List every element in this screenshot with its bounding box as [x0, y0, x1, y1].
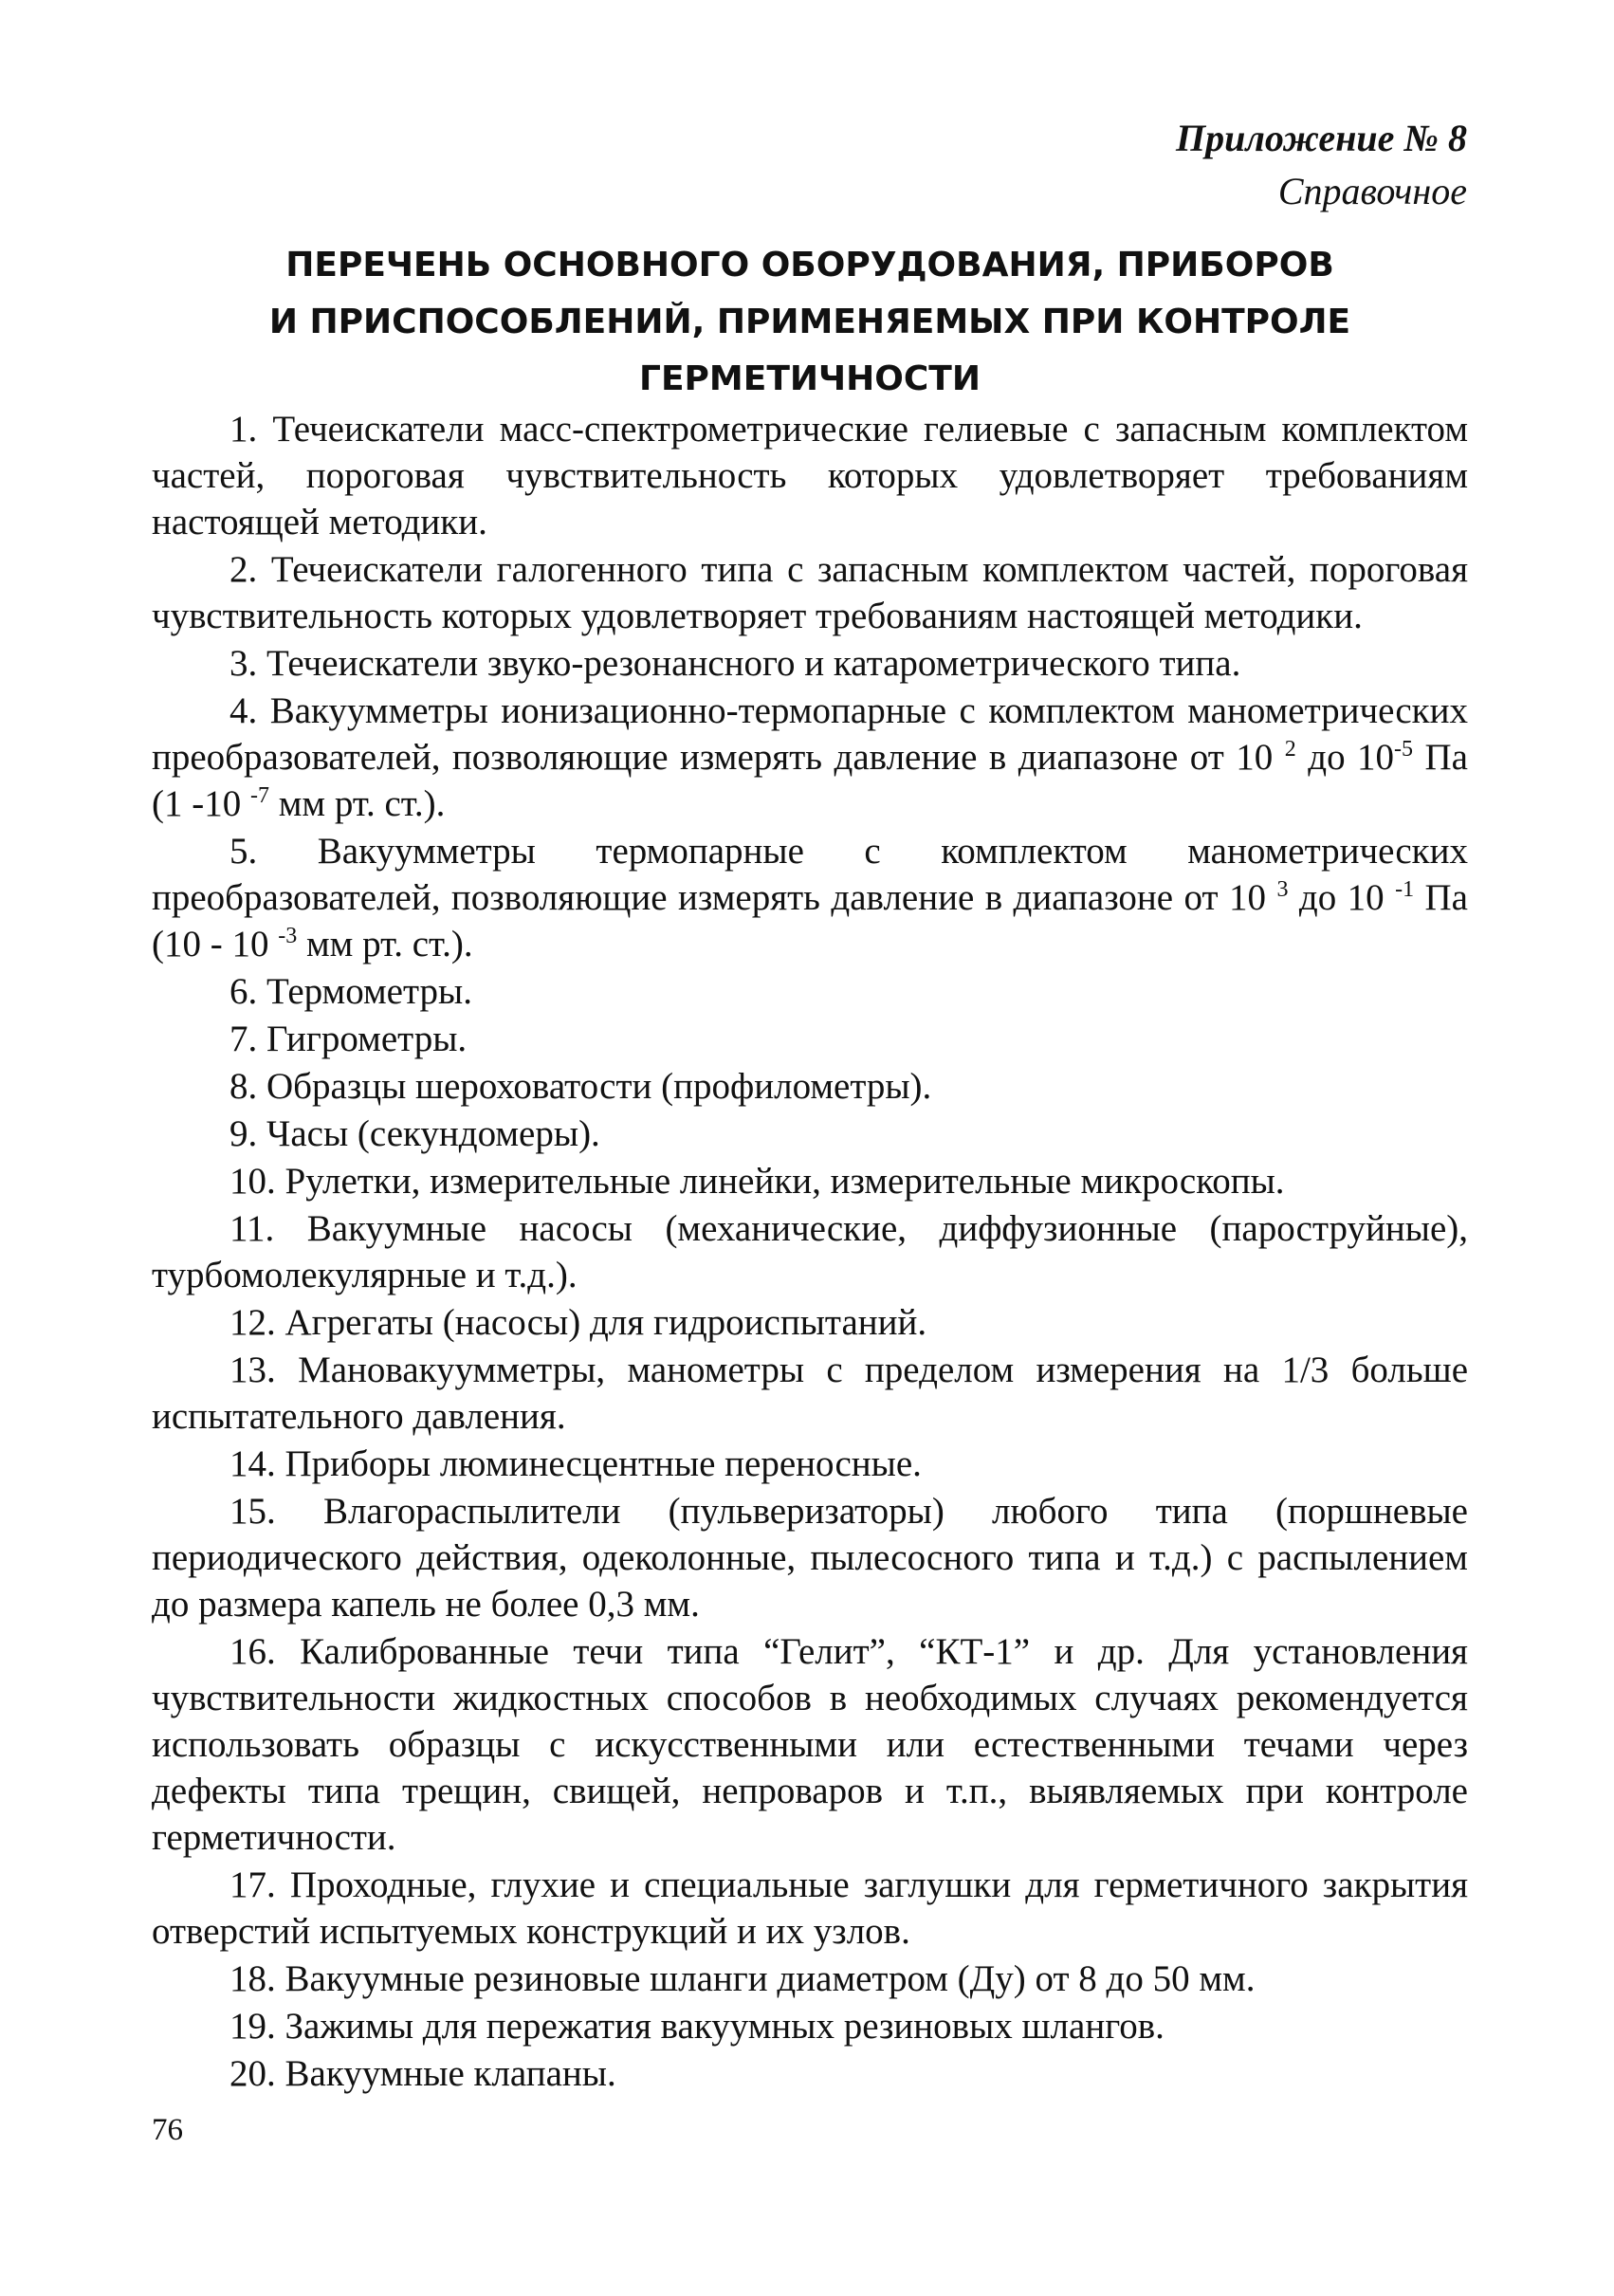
item-number: 20. [229, 2053, 276, 2094]
item-text: Течеискатели звуко-резонансного и катарометрического типа. [266, 643, 1241, 684]
exponent: 2 [1284, 737, 1296, 762]
item-text: мм рт. ст.). [268, 783, 446, 824]
list-item [152, 1016, 1468, 1062]
item-text: Течеискатели галогенного типа с запасным комплектом частей, пороговая чувствительность которых удовлетворяет требованиям настоящей методики. [152, 549, 1469, 636]
title-line: И ПРИСПОСОБЛЕНИЙ, ПРИМЕНЯЕМЫХ ПРИ КОНТРОЛЕ [268, 303, 1351, 341]
item-text: Часы (секундомеры). [266, 1113, 600, 1154]
item-number: 9. [229, 1113, 258, 1154]
item-text: Па (10 - 10 [152, 877, 1468, 964]
exponent: -7 [249, 783, 269, 808]
list-item [152, 1441, 1468, 1487]
exponent: -1 [1395, 877, 1415, 902]
list-item [152, 1299, 1468, 1346]
item-number: 13. [229, 1350, 276, 1390]
list-item [152, 546, 1468, 639]
item-text: Приборы люминесцентные переносные. [284, 1443, 922, 1484]
item-number: 15. [229, 1491, 276, 1532]
equipment-list [152, 406, 1468, 2097]
document-title [152, 237, 1468, 408]
list-item [152, 640, 1468, 687]
item-number: 12. [229, 1302, 276, 1343]
item-number: 14. [229, 1443, 276, 1484]
list-item [152, 1956, 1468, 2002]
item-number: 16. [229, 1631, 276, 1672]
item-number: 19. [229, 2006, 276, 2047]
item-number: 18. [229, 1958, 276, 1999]
list-item [152, 406, 1468, 545]
item-text: Агрегаты (насосы) для гидроиспытаний. [284, 1302, 927, 1343]
list-item [152, 1347, 1468, 1440]
item-text: до 10 [1288, 877, 1396, 918]
item-number: 17. [229, 1864, 276, 1905]
title-line: ГЕРМЕТИЧНОСТИ [639, 359, 981, 398]
list-item [152, 1158, 1468, 1204]
list-item [152, 1111, 1468, 1157]
item-text: Проходные, глухие и специальные заглушки для герметичного закрытия отверстий испытуемых конструкций и их узлов. [152, 1864, 1469, 1952]
list-item [152, 2050, 1468, 2097]
list-item [152, 1862, 1468, 1955]
item-number: 10. [229, 1161, 276, 1202]
appendix-label: Приложение № 8 [1175, 117, 1467, 159]
list-item [152, 688, 1468, 827]
list-item [152, 1205, 1468, 1298]
item-number: 3. [229, 643, 258, 684]
item-text: Калиброванные течи типа “Гелит”, “КТ-1” и др. Для установления чувствительности жидкостных способов в необходимых случаях рекомендуется использовать образцы с искусственными или естественными течами через дефекты типа трещин, свищей, непроваров и т.п., выявляемых при контроле герметичности. [152, 1631, 1468, 1858]
item-text: Вакуумные насосы (механические, диффузионные (пароструйные), турбомолекулярные и т.д.). [152, 1208, 1468, 1295]
item-number: 5. [229, 831, 258, 872]
list-item [152, 2003, 1468, 2049]
list-item [152, 1063, 1468, 1110]
appendix-header [1176, 112, 1467, 218]
item-text: Рулетки, измерительные линейки, измерительные микроскопы. [284, 1161, 1285, 1202]
exponent: -3 [278, 924, 298, 948]
title-line: ПЕРЕЧЕНЬ ОСНОВНОГО ОБОРУДОВАНИЯ, ПРИБОРОВ [285, 246, 1334, 285]
item-text: Влагораспылители (пульверизаторы) любого типа (поршневые периодического действия, одеколонные, пылесосного типа и т.д.) с распылением до размера капель не более 0,3 мм. [152, 1491, 1468, 1625]
item-text: до 10 [1295, 737, 1395, 778]
exponent: -5 [1394, 737, 1414, 762]
item-text: Образцы шероховатости (профилометры). [266, 1066, 932, 1107]
exponent: 3 [1276, 877, 1289, 902]
item-text: Мановакуумметры, манометры с пределом измерения на 1/3 больше испытательного давления. [152, 1350, 1469, 1437]
item-text: Вакуумметры термопарные с комплектом манометрических преобразователей, позволяющие измерять давление в диапазоне от 10 [152, 831, 1468, 918]
item-text: Зажимы для пережатия вакуумных резиновых шлангов. [284, 2006, 1165, 2047]
item-text: Гигрометры. [266, 1019, 468, 1059]
item-text: мм рт. ст.). [297, 924, 473, 964]
item-number: 7. [229, 1019, 258, 1059]
item-text: Вакуумные резиновые шланги диаметром (Ду) от 8 до 50 мм. [284, 1958, 1256, 1999]
list-item [152, 828, 1468, 967]
item-number: 4. [229, 690, 258, 731]
item-number: 8. [229, 1066, 258, 1107]
item-text: Па (1 -10 [152, 737, 1468, 824]
item-number: 11. [229, 1208, 275, 1249]
page-number: 76 [152, 2113, 183, 2147]
item-number: 6. [229, 971, 258, 1012]
list-item [152, 1488, 1468, 1627]
item-number: 2. [229, 549, 258, 590]
item-text: Вакуумметры ионизационно-термопарные с комплектом манометрических преобразователей, позволяющие измерять давление в диапазоне от 10 [152, 690, 1469, 778]
item-text: Течеискатели масс-спектрометрические гелиевые с запасным комплектом частей, пороговая чувствительность которых удовлетворяет требованиям настоящей методики. [152, 409, 1468, 542]
list-item [152, 968, 1468, 1015]
list-item [152, 1628, 1468, 1861]
appendix-type: Справочное [1277, 170, 1467, 212]
item-text: Термометры. [266, 971, 472, 1012]
item-text: Вакуумные клапаны. [284, 2053, 616, 2094]
item-number: 1. [229, 409, 258, 450]
